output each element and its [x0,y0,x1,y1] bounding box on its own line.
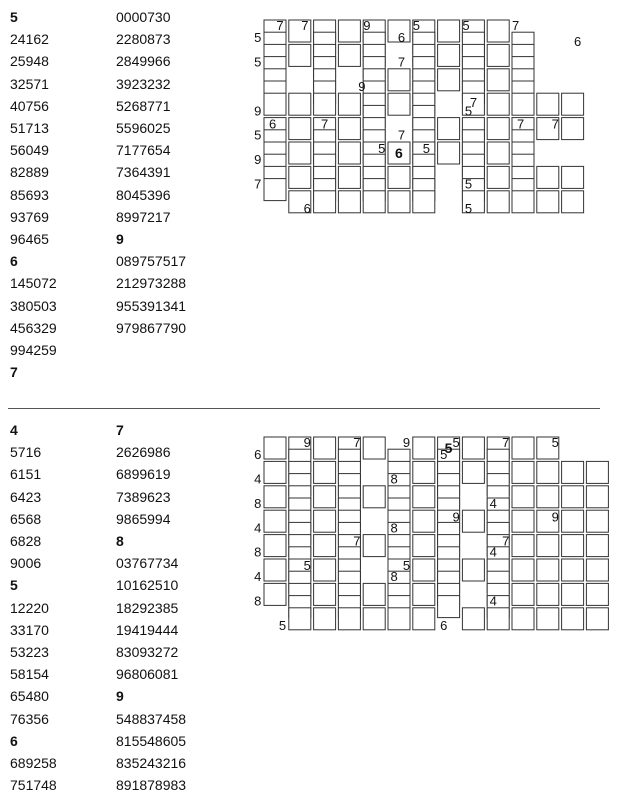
word-entry: 51713 [10,120,49,137]
grid-cell[interactable] [487,20,509,42]
clue-length-label: 6 [254,447,262,463]
grid-cell[interactable] [289,118,311,140]
length-header: 5 [10,577,18,594]
clue-length-label: 7 [301,17,309,33]
grid-cell[interactable] [462,437,484,459]
clue-length-label: 7 [353,434,361,450]
grid-cell[interactable] [338,608,360,630]
word-entry: 891878983 [116,777,187,794]
word-entry: 6899619 [116,466,171,483]
length-header: 9 [116,688,124,705]
grid-cell[interactable] [413,583,435,605]
grid-cell[interactable] [314,535,336,557]
clue-length-label: 5 [422,141,430,157]
clue-length-label: 7 [254,176,262,192]
grid-cell[interactable] [586,486,608,508]
grid-cell[interactable] [314,608,336,630]
grid-cell[interactable] [537,583,559,605]
clue-length-label: 5 [254,127,262,143]
grid-cell[interactable] [264,535,286,557]
word-entry: 380503 [10,297,57,314]
clue-length-label: 5 [551,434,559,450]
word-entry: 548837458 [116,710,187,727]
clue-length-label: 5 [254,54,262,70]
grid-cell[interactable] [562,535,584,557]
grid-cell[interactable] [289,44,311,66]
grid-cell[interactable] [413,461,435,483]
grid-cell[interactable] [438,20,460,42]
word-entry: 18292385 [116,599,179,616]
clue-length-label: 4 [254,520,262,536]
length-header: 5 [10,9,18,25]
clue-length-label: 5 [378,141,386,157]
word-entry: 145072 [10,275,57,292]
grid-cell[interactable] [338,118,360,140]
clue-length-label: 5 [452,434,460,450]
grid-cell[interactable] [314,461,336,483]
clue-length-label: 5 [464,176,473,192]
clue-length-label: 7 [551,116,559,132]
grid-cell[interactable] [562,191,584,213]
grid-cell[interactable] [388,93,410,115]
word-entry: 40756 [10,97,49,114]
grid-cell[interactable] [338,44,360,66]
grid-cell[interactable] [586,559,608,581]
word-entry: 8997217 [116,208,171,225]
word-entry: 85693 [10,186,49,203]
clue-length-label: 5 [462,17,470,33]
grid-cell[interactable] [438,69,460,91]
grid-cell[interactable] [586,608,608,630]
grid-cell[interactable] [537,535,559,557]
word-entry: 58154 [10,666,49,683]
grid-cell[interactable] [462,608,484,630]
length-header: 6 [10,253,18,270]
clue-length-label: 8 [390,471,398,487]
grid-cell[interactable] [289,93,311,115]
word-entry: 83093272 [116,644,179,661]
word-entry: 25948 [10,53,49,70]
word-entry: 2280873 [116,31,171,48]
grid-cell[interactable] [388,166,410,188]
grid-cell[interactable] [487,191,509,213]
word-entry: 12220 [10,599,49,616]
word-entry: 3923232 [116,75,171,92]
clue-length-label: 7 [321,116,329,132]
grid-cell[interactable] [289,608,311,630]
grid-cell[interactable] [264,93,286,115]
grid-cell[interactable] [562,510,584,532]
given-digit: 5 [444,440,453,456]
grid-cell[interactable] [363,583,385,605]
grid-cell[interactable] [314,437,336,459]
clue-length-label: 8 [390,569,398,585]
clue-length-label: 6 [268,116,277,132]
grid-cell[interactable] [537,486,559,508]
word-entry: 089757517 [116,253,187,270]
word-entry: 7364391 [116,164,171,181]
grid-cell[interactable] [289,142,311,164]
grid-cell[interactable] [363,608,385,630]
grid-cell[interactable] [363,535,385,557]
word-entry: 82889 [10,164,49,181]
length-header: 4 [10,422,18,438]
grid-cell[interactable] [314,486,336,508]
clue-length-label: 5 [464,200,473,216]
grid-cell[interactable] [562,166,584,188]
given-digit: 6 [395,145,403,161]
grid-cell[interactable] [487,69,509,91]
grid-cell[interactable] [586,510,608,532]
clue-length-label: 7 [276,17,284,33]
word-entry: 6423 [10,488,42,505]
grid-cell[interactable] [487,608,509,630]
grid-cell[interactable] [264,437,286,459]
clue-length-label: 5 [303,558,311,574]
word-entry: 32571 [10,75,49,92]
clue-length-label: 7 [469,94,478,110]
grid-cell[interactable] [363,191,385,213]
grid-cell[interactable] [512,535,534,557]
word-entry: 33170 [10,621,49,638]
grid-cell[interactable] [512,461,534,483]
word-entry: 10162510 [116,577,179,594]
word-entry: 994259 [10,342,57,359]
grid-cell[interactable] [537,191,559,213]
word-entry: 9006 [10,555,42,572]
clue-length-label: 9 [358,78,366,94]
word-entry: 0000730 [116,9,171,25]
length-header: 8 [116,533,124,550]
grid-cell[interactable] [462,559,484,581]
word-entry: 96465 [10,231,49,248]
grid-cell[interactable] [413,559,435,581]
grid-cell[interactable] [413,191,435,213]
clue-length-label: 5 [440,447,448,463]
word-entry: 03767734 [116,555,179,572]
grid-cell[interactable] [462,510,484,532]
grid-cell[interactable] [438,44,460,66]
grid-cell[interactable] [512,583,534,605]
word-entry: 456329 [10,319,57,336]
grid-cell[interactable] [512,486,534,508]
grid-cell[interactable] [487,93,509,115]
clue-length-label: 8 [254,593,262,609]
word-entry: 56049 [10,142,49,159]
word-entry: 689258 [10,755,57,772]
word-entry: 5268771 [116,97,171,114]
grid-cell[interactable] [537,93,559,115]
crossnumber-grid [254,18,584,216]
clue-length-label: 4 [489,593,497,609]
clue-length-label: 8 [254,495,262,511]
clue-length-label: 4 [254,569,262,585]
grid-cell[interactable] [314,559,336,581]
grid-cell[interactable] [562,93,584,115]
word-entry: 212973288 [116,275,187,292]
grid-cell[interactable] [438,118,460,140]
grid-cell[interactable] [512,510,534,532]
word-entry: 6828 [10,533,42,550]
clue-length-label: 9 [402,434,411,450]
clue-length-label: 9 [363,17,371,33]
grid-cell[interactable] [413,608,435,630]
clue-length-label: 4 [489,495,497,511]
grid-cell[interactable] [562,118,584,140]
clue-length-label: 5 [254,30,262,46]
word-entry: 6568 [10,510,42,527]
clue-length-label: 4 [254,471,262,487]
word-entry: 53223 [10,644,49,661]
grid-cell[interactable] [264,486,286,508]
clue-length-label: 7 [397,127,406,143]
grid-cell[interactable] [338,20,360,42]
grid-cell[interactable] [413,437,435,459]
word-entry: 7177654 [116,142,171,159]
grid-cell[interactable] [338,93,360,115]
word-entry: 7389623 [116,488,171,505]
grid-cell[interactable] [338,142,360,164]
clue-length-label: 5 [402,558,411,574]
grid-cell[interactable] [462,461,484,483]
clue-length-label: 9 [254,103,262,119]
word-entry: 5596025 [116,120,171,137]
word-entry: 8045396 [116,186,171,203]
clue-length-label: 7 [397,54,406,70]
grid-cell[interactable] [363,437,385,459]
grid-cell[interactable] [438,596,460,618]
clue-length-label: 5 [464,103,473,119]
grid-cell[interactable] [388,69,410,91]
grid-cell[interactable] [338,166,360,188]
grid-cell[interactable] [264,583,286,605]
grid-cell[interactable] [487,44,509,66]
grid-cell[interactable] [264,559,286,581]
word-entry: 24162 [10,31,49,48]
grid-cell[interactable] [314,93,336,115]
word-entry: 6151 [10,466,42,483]
grid-cell[interactable] [562,559,584,581]
word-entry: 93769 [10,208,49,225]
grid-cell[interactable] [586,461,608,483]
grid-cell[interactable] [264,510,286,532]
clue-length-label: 7 [502,533,510,549]
grid-cell[interactable] [537,166,559,188]
grid-cell[interactable] [562,486,584,508]
word-entry: 76356 [10,710,49,727]
grid-cell[interactable] [586,535,608,557]
grid-cell[interactable] [562,583,584,605]
clue-length-label: 9 [303,434,311,450]
clue-length-label: 7 [502,434,510,450]
grid-cell[interactable] [562,461,584,483]
grid-cell[interactable] [512,608,534,630]
clue-length-label: 8 [254,544,262,560]
word-entry: 815548605 [116,732,187,749]
clue-length-label: 5 [412,17,421,33]
word-entry: 5716 [10,444,42,461]
grid-cell[interactable] [512,93,534,115]
clue-length-label: 6 [574,33,582,49]
grid-cell[interactable] [388,191,410,213]
word-entry: 9865994 [116,510,171,527]
clue-length-label: 9 [254,152,262,168]
clue-length-label: 5 [278,617,287,633]
grid-cell[interactable] [413,486,435,508]
word-entry: 2849966 [116,53,171,70]
grid-cell[interactable] [562,608,584,630]
grid-cell[interactable] [438,142,460,164]
grid-cell[interactable] [537,559,559,581]
grid-cell[interactable] [537,461,559,483]
grid-cell[interactable] [413,510,435,532]
grid-cell[interactable] [512,191,534,213]
word-entry: 979867790 [116,319,187,336]
word-entry: 835243216 [116,755,187,772]
length-header: 9 [116,231,124,248]
grid-cell[interactable] [363,486,385,508]
clue-length-label: 8 [390,520,398,536]
grid-cell[interactable] [338,191,360,213]
grid-cell[interactable] [264,179,286,201]
word-entry: 955391341 [116,297,187,314]
clue-length-label: 6 [440,617,448,633]
clue-length-label: 4 [489,544,497,560]
clue-length-label: 7 [516,116,525,132]
word-entry: 19419444 [116,621,179,638]
clue-length-label: 9 [551,509,559,525]
length-header: 7 [10,364,18,381]
word-entry: 65480 [10,688,49,705]
crossnumber-grid [254,435,608,633]
clue-length-label: 6 [303,200,311,216]
clue-length-label: 9 [452,509,460,525]
clue-length-label: 6 [397,30,406,46]
grid-cell[interactable] [289,166,311,188]
grid-cell[interactable] [314,510,336,532]
word-entry: 751748 [10,777,57,794]
length-header: 7 [116,422,124,438]
clue-length-label: 7 [512,17,520,33]
grid-cell[interactable] [487,166,509,188]
grid-cell[interactable] [537,608,559,630]
length-header: 6 [10,732,18,749]
grid-cell[interactable] [388,608,410,630]
grid-cell[interactable] [512,559,534,581]
grid-cell[interactable] [586,583,608,605]
word-entry: 96806081 [116,666,179,683]
grid-cell[interactable] [264,461,286,483]
grid-cell[interactable] [487,142,509,164]
grid-cell[interactable] [413,535,435,557]
grid-cell[interactable] [314,583,336,605]
clue-length-label: 7 [353,533,361,549]
grid-cell[interactable] [487,118,509,140]
grid-cell[interactable] [314,191,336,213]
grid-cell[interactable] [512,437,534,459]
word-entry: 2626986 [116,444,171,461]
